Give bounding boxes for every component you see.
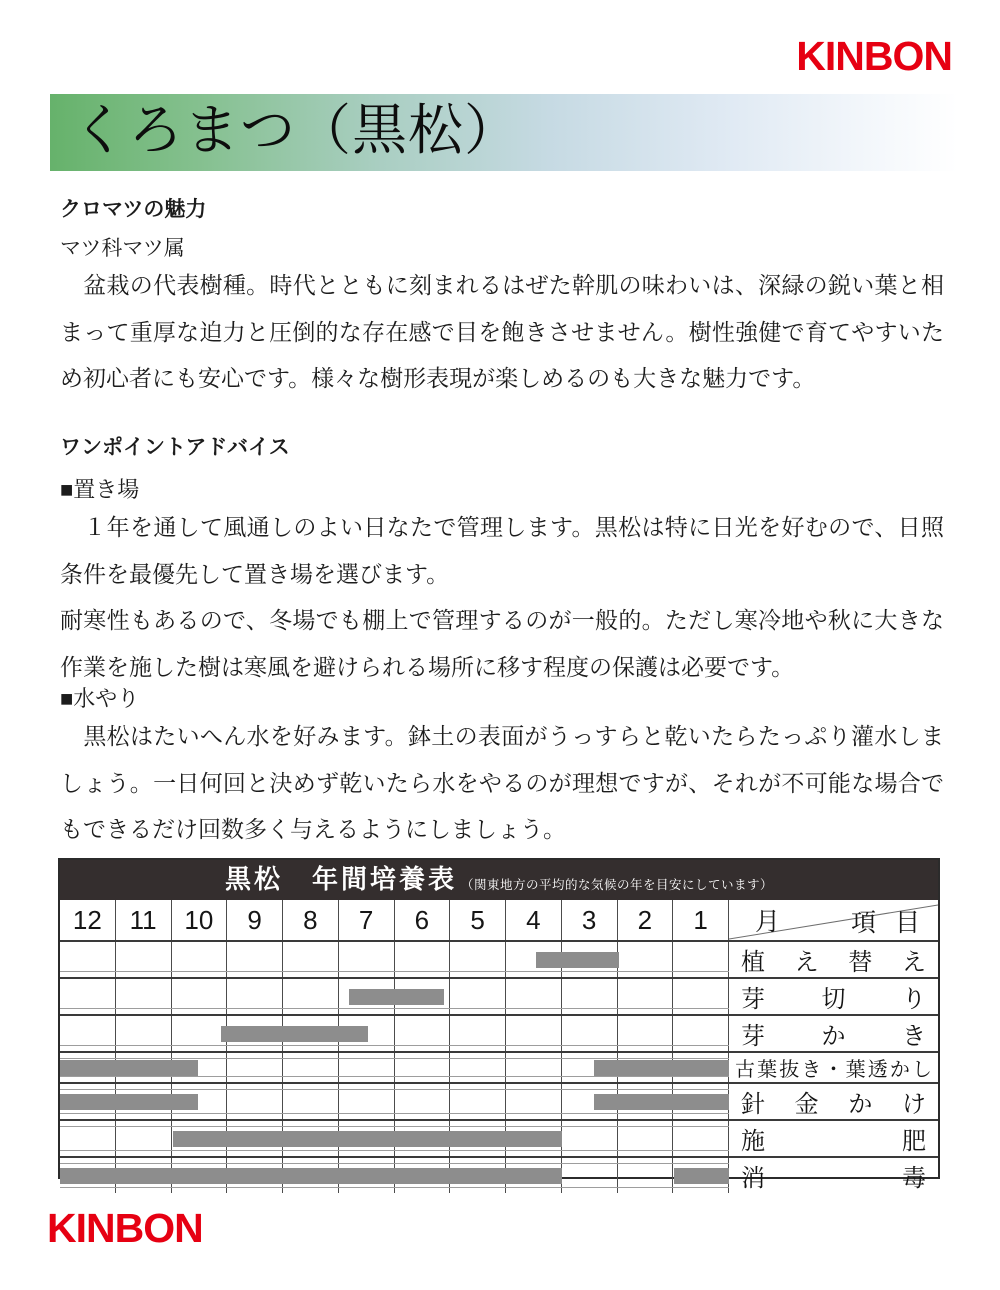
thin-gridline-bottom [60, 1076, 729, 1077]
intro-taxonomy: マツ科マツ属 [60, 237, 185, 260]
schedule-bar [60, 1168, 562, 1184]
corner-month-label: 月 [755, 908, 781, 936]
month-cell: 7 [339, 900, 395, 940]
placement-subheading: ■置き場 [60, 477, 140, 502]
placement-paragraph-2: 耐寒性もあるので、冬場でも棚上で管理するのが一般的。ただし寒冷地や秋に大きな作業を施した樹は寒風を避けられる場所に移す程度の保護は必要です。 [60, 607, 944, 680]
month-cell: 2 [618, 900, 674, 940]
corner-cell [729, 900, 938, 940]
month-cell: 5 [450, 900, 506, 940]
table-row [60, 1082, 938, 1119]
care-calendar-table [58, 858, 940, 1192]
thin-gridline-top [60, 1126, 729, 1127]
advice-heading: ワンポイントアドバイス [60, 436, 290, 459]
thin-gridline-bottom [60, 1045, 729, 1046]
month-cell: 12 [60, 900, 116, 940]
month-header-row [60, 900, 938, 940]
month-grid-area [60, 1084, 729, 1119]
schedule-bar [60, 1094, 198, 1110]
row-label: 芽 か き [741, 1023, 926, 1050]
table-row [60, 1051, 938, 1082]
row-label: 植 え 替 え [741, 949, 926, 976]
month-grid-area [60, 1016, 729, 1051]
schedule-bar [349, 989, 444, 1005]
thin-gridline-top [60, 1163, 729, 1164]
table-row [60, 1014, 938, 1051]
row-label: 消 毒 [741, 1165, 926, 1192]
thin-gridline-bottom [60, 1150, 729, 1151]
schedule-bar [221, 1026, 369, 1042]
placement-paragraph-1: １年を通して風通しのよい日なたで管理します。黒松は特に日光を好むので、日照条件を最優先して置き場を選びます。 [60, 514, 944, 587]
schedule-bar [60, 1060, 198, 1076]
thin-gridline-bottom [60, 1008, 729, 1009]
table-title: 黒松 年間培養表 [224, 865, 457, 895]
month-cell: 10 [172, 900, 228, 940]
schedule-bar [594, 1060, 729, 1076]
row-label: 芽 切 り [741, 986, 926, 1013]
watering-subheading: ■水やり [60, 686, 140, 711]
thin-gridline-top [60, 1089, 729, 1090]
title-banner [50, 94, 958, 171]
corner-item-label: 項 目 [851, 909, 926, 937]
table-row [60, 977, 938, 1014]
thin-gridline-bottom [60, 1187, 729, 1188]
row-label: 古 葉 抜 き ・ 葉 透 か し [735, 1059, 932, 1081]
schedule-bar [536, 952, 620, 968]
month-grid-area [60, 942, 729, 977]
intro-heading: クロマツの魅力 [60, 198, 207, 221]
table-note: （関東地方の平均的な気候の年を目安にしています） [461, 878, 774, 892]
table-body [60, 940, 938, 1193]
month-grid-area [60, 1053, 729, 1082]
month-cell: 8 [283, 900, 339, 940]
intro-paragraph: 盆栽の代表樹種。時代とともに刻まれるはぜた幹肌の味わいは、深緑の鋭い葉と相まって重厚な迫力と圧倒的な存在感で目を飽きさせません。樹性強健で育てやすいため初心者にも安心です。様々な樹形表現が楽しめるのも大きな魅力です。 [60, 272, 944, 391]
month-cell: 9 [227, 900, 283, 940]
row-label: 針 金 か け [741, 1091, 926, 1118]
month-cell: 11 [116, 900, 172, 940]
thin-gridline-bottom [60, 1113, 729, 1114]
month-grid-area [60, 979, 729, 1014]
month-cell: 4 [506, 900, 562, 940]
watering-paragraph: 黒松はたいへん水を好みます。鉢土の表面がうっすらと乾いたらたっぷり灌水しましょう。一日何回と決めず乾いたら水をやるのが理想ですが、それが不可能な場合でもできるだけ回数多く与えるようにしましょう。 [60, 723, 944, 842]
table-row [60, 940, 938, 977]
table-row [60, 1156, 938, 1193]
brand-logo-top: KINBON [796, 33, 952, 79]
row-label: 施 肥 [741, 1128, 926, 1155]
brand-logo-bottom: KINBON [47, 1205, 203, 1251]
month-cell: 3 [562, 900, 618, 940]
month-grid-area [60, 1158, 729, 1193]
thin-gridline-bottom [60, 971, 729, 972]
table-row [60, 1119, 938, 1156]
month-cell: 1 [673, 900, 729, 940]
table-header [60, 860, 938, 900]
schedule-bar [594, 1094, 729, 1110]
schedule-bar [674, 1168, 729, 1184]
schedule-bar [173, 1131, 562, 1147]
month-grid-area [60, 1121, 729, 1156]
month-cell: 6 [395, 900, 451, 940]
page-title: くろまつ（黒松） [72, 98, 521, 162]
